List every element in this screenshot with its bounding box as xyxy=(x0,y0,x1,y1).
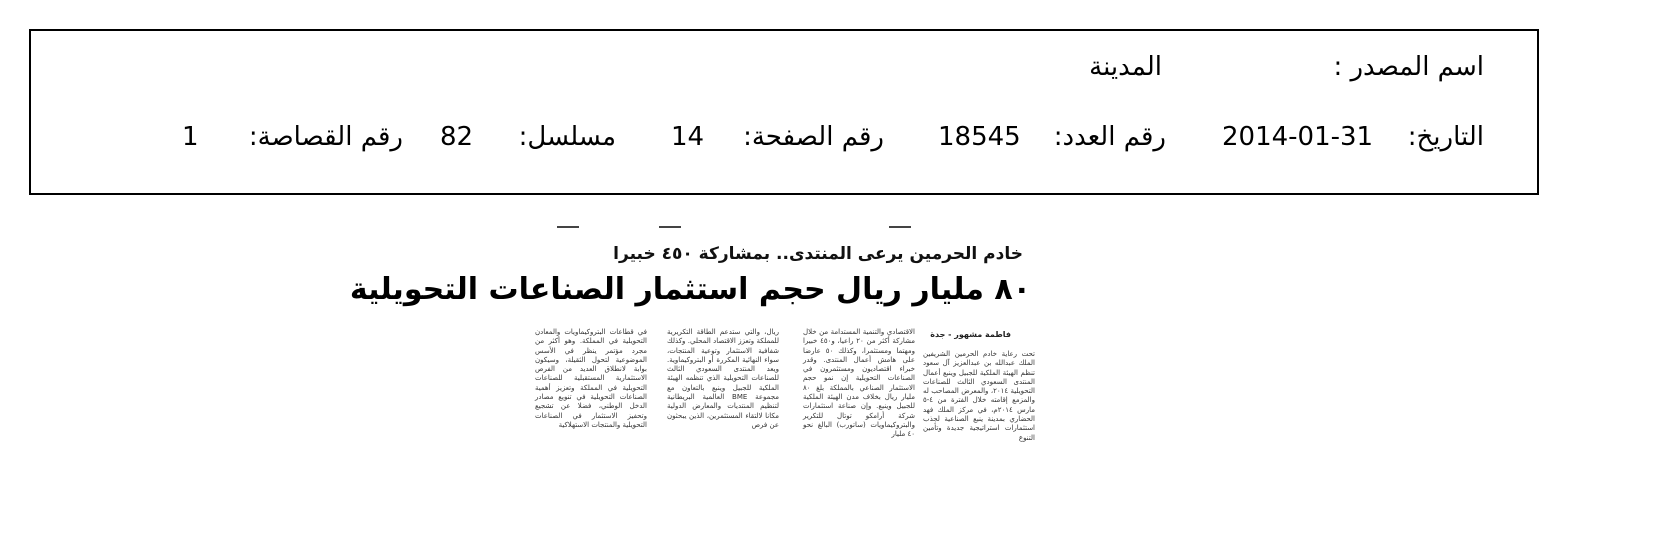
top-rule xyxy=(557,226,579,228)
clipping-info-box xyxy=(29,29,1539,195)
page-label: رقم الصفحة: xyxy=(743,122,884,152)
issue-value: 18545 xyxy=(938,122,1021,152)
article-column-4: في قطاعات البتروكيماويات والمعادن التحويلية في المملكة. وهو أكثر من مجرد مؤتمر ينظر في الأسس الموضوعية لتحول الثقيلة، وسيكون بوابة لانطلاق العديد من الفرص الاستثمارية المستقبلية للصناعات التحويلية في المملكة وتعزيز أهمية الصناعات التحويلية في تنويع مصادر الدخل الوطني، فضلا عن تشجيع وتحفيز الاستثمار في الصناعات التحويلية والمنتجات الاستهلاكية xyxy=(535,328,647,429)
article-column-1: تحت رعاية خادم الحرمين الشريفين الملك عبدالله بن عبدالعزيز آل سعود تنظم الهيئة الملكية للجبيل وينبع أعمال المنتدى السعودي الثالث للصناعات التحويلية ٢٠١٤، والمعرض المصاحب له والمزمع إقامته خلال الفترة من ٤-٥ مارس ٢٠١٤م، في مركز الملك فهد الحضاري بمدينة ينبع الصناعية لجذب استثمارات استراتيجية جديدة وتأمين التنوع xyxy=(923,350,1035,442)
clipping-subheadline: خادم الحرمين يرعى المنتدى.. بمشاركة ٤٥٠ خبيرا xyxy=(613,244,1023,264)
newspaper-clipping xyxy=(349,222,1041,488)
issue-label: رقم العدد: xyxy=(1053,122,1166,152)
serial-label: مسلسل: xyxy=(518,122,616,152)
date-label: التاريخ: xyxy=(1407,122,1484,152)
article-column-2: الاقتصادي والتنمية المستدامة من خلال مشاركة أكثر من ٢٠ راعيا، و٤٥٠ خبيرا ومهتما ومستثمرا، وكذلك ٥٠ عارضا على هامش أعمال المنتدى. وقدر خبراء اقتصاديون ومستثمرون في الصناعات التحويلية إن نمو حجم الاستثمار الصناعي بالمملكة بلغ ٨٠ مليار ريال بخلاف مدن الهيئة الملكية للجبيل وينبع. وإن صناعة استثمارات شركة أرامكو توتال للتكرير والبتروكيماويات (ساتورب) البالغ نحو ٤٠ مليار xyxy=(803,328,915,439)
article-column-3: ريال، والتي ستدعم الطاقة التكريرية للمملكة وتعزز الاقتصاد المحلي. وكذلك شفافية الاستثمار وتوعية المنتجات، سواء النهائية المكررة أو البتروكيماوية. ويعد المنتدى السعودي الثالث للصناعات التحويلية الذي تنظمه الهيئة الملكية للجبيل وينبع بالتعاون مع مجموعة BME العالمية البريطانية لتنظيم المنتديات والمعارض الدولية مكانا لالتقاء المستثمرين، الذين يبحثون عن فرص xyxy=(667,328,779,429)
page-value: 14 xyxy=(671,122,705,152)
clip-number-label: رقم القصاصة: xyxy=(248,122,403,152)
source-label: اسم المصدر : xyxy=(1333,52,1484,82)
source-value: المدينة xyxy=(1089,52,1162,82)
top-rule xyxy=(659,226,681,228)
clipping-byline: فاطمة مشهور - جدة xyxy=(930,330,1011,339)
date-value: 2014-01-31 xyxy=(1222,122,1374,152)
clip-number-value: 1 xyxy=(182,122,199,152)
top-rule xyxy=(889,226,911,228)
clipping-headline: ٨٠ مليار ريال حجم استثمار الصناعات التحويلية xyxy=(349,272,1031,307)
serial-value: 82 xyxy=(440,122,474,152)
